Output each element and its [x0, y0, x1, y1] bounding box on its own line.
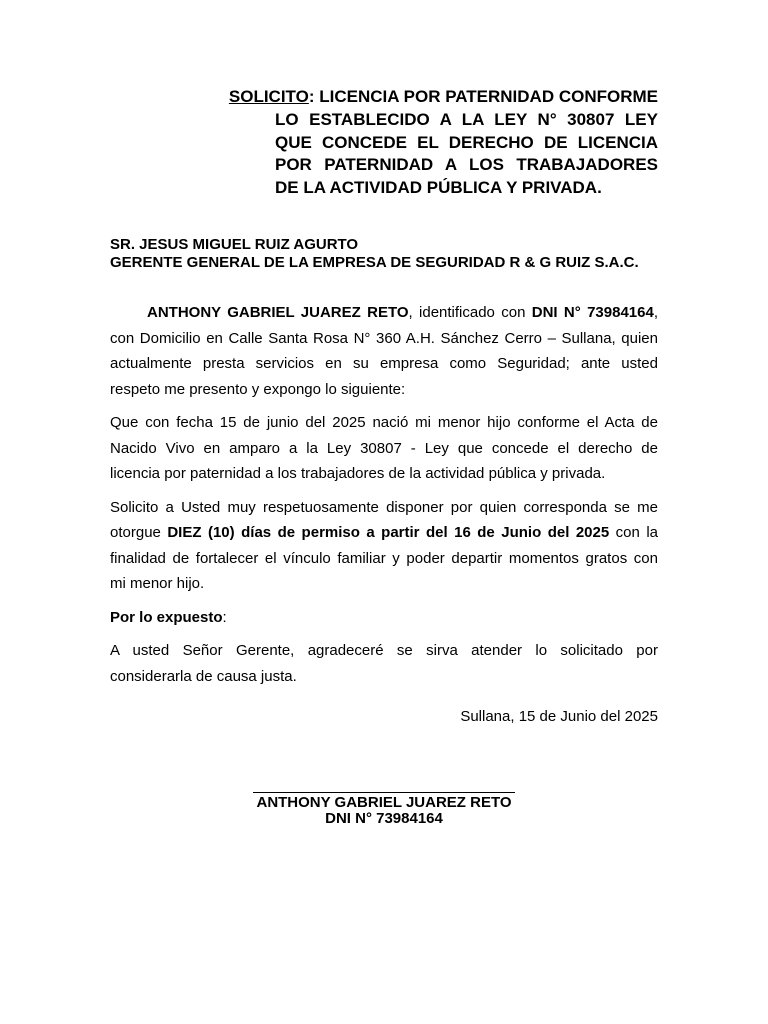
paragraph-closing — [110, 638, 658, 689]
paragraph-request-line-3: finalidad de fortalecer el vínculo familiar y poder departir momentos gratos con — [110, 549, 658, 567]
paragraph-request — [110, 495, 658, 597]
paragraph-request-line-1: Solicito a Usted muy respetuosamente disponer por quien corresponda se me — [110, 498, 658, 516]
addressee-position: GERENTE GENERAL DE LA EMPRESA DE SEGURIDAD R & G RUIZ S.A.C. — [110, 254, 639, 271]
request-post: con la — [609, 524, 658, 541]
letter-body — [110, 300, 658, 697]
closing-label-bold: Por lo expuesto — [110, 608, 223, 626]
addressee-block — [110, 236, 670, 272]
paragraph-closing-line-1: A usted Señor Gerente, agradeceré se sirva atender lo solicitado por — [110, 642, 658, 659]
paragraph-intro-line-1 — [110, 300, 658, 326]
paragraph-birth-line-1: Que con fecha 15 de junio del 2025 nació mi menor hijo conforme el Acta de — [110, 414, 658, 431]
paragraph-birth-line-3: licencia por paternidad a los trabajadores de la actividad pública y privada. — [110, 465, 606, 482]
intro-text: , identificado con — [408, 304, 532, 321]
subject-line-2: LO ESTABLECIDO A LA LEY N° 30807 LEY — [275, 109, 658, 129]
paragraph-intro — [110, 300, 658, 402]
subject-body — [275, 109, 658, 200]
paragraph-intro-line-2: con Domicilio en Calle Santa Rosa N° 360 A.H. Sánchez Cerro – Sullana, quien — [110, 329, 658, 347]
subject-line-4: POR PATERNIDAD A LOS TRABAJADORES — [275, 155, 658, 175]
signature-line — [253, 776, 515, 793]
subject-line-3: QUE CONCEDE EL DERECHO DE LICENCIA — [275, 132, 658, 152]
paragraph-closing-line-2: considerarla de causa justa. — [110, 667, 297, 685]
subject-line-1 — [200, 86, 658, 109]
intro-comma: , — [653, 304, 658, 321]
signature-dni: DNI N° 73984164 — [325, 810, 443, 827]
paragraph-intro-line-4: respeto me presento y expongo lo siguiente: — [110, 380, 406, 398]
subject-line-5: DE LA ACTIVIDAD PÚBLICA Y PRIVADA. — [275, 178, 602, 198]
closing-label — [110, 605, 658, 631]
paragraph-birth-line-2: Nacido Vivo en amparo a la Ley 30807 - Ley que concede el derecho de — [110, 439, 658, 457]
paragraph-request-line-4: mi menor hijo. — [110, 575, 205, 592]
permission-days: DIEZ (10) días de permiso a partir del 16 de Junio del 2025 — [167, 524, 610, 541]
addressee-name: SR. JESUS MIGUEL RUIZ AGURTO — [110, 236, 359, 253]
subject-label: SOLICITO — [228, 87, 309, 106]
subject-line-1-text: : LICENCIA POR PATERNIDAD CONFORME — [308, 87, 658, 106]
signature-block — [234, 776, 534, 827]
subject-block — [200, 86, 658, 200]
applicant-name: ANTHONY GABRIEL JUAREZ RETO — [147, 304, 409, 321]
applicant-dni: DNI N° 73984164 — [531, 304, 654, 321]
signature-name: ANTHONY GABRIEL JUAREZ RETO — [256, 794, 512, 811]
paragraph-request-line-2 — [110, 520, 658, 546]
closing-label-colon: : — [222, 608, 227, 626]
date-place: Sullana, 15 de Junio del 2025 — [460, 708, 658, 725]
paragraph-birth — [110, 410, 658, 487]
paragraph-intro-line-3: actualmente presta servicios en su empresa como Seguridad; ante usted — [110, 355, 658, 372]
request-pre: otorgue — [110, 524, 168, 541]
